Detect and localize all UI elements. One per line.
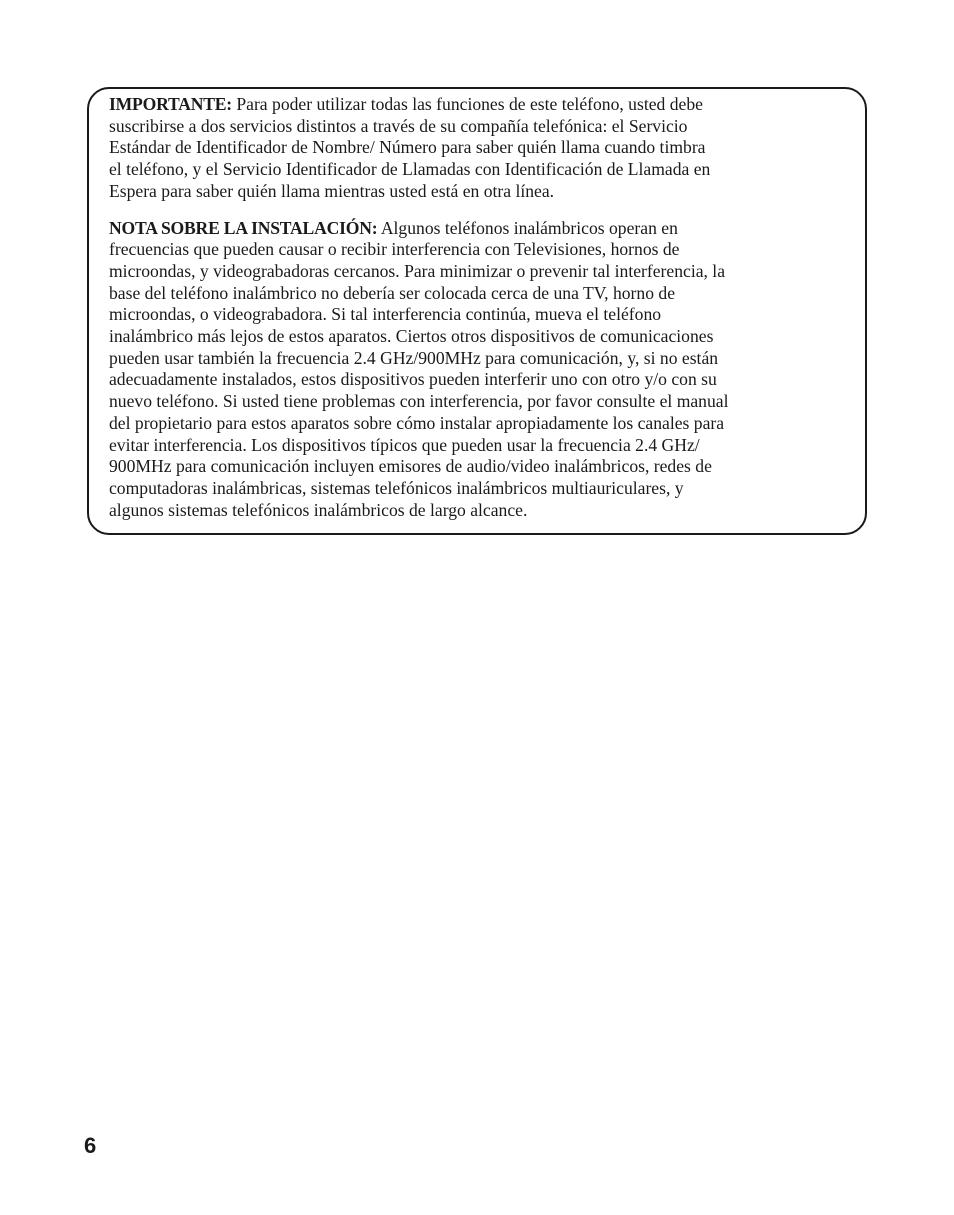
installation-note-paragraph xyxy=(109,218,853,522)
important-paragraph xyxy=(109,94,853,203)
text-line: frecuencias que pueden causar o recibir interferencia con Televisiones, hornos de xyxy=(109,239,680,260)
text-line: Espera para saber quién llama mientras usted está en otra línea. xyxy=(109,180,555,201)
text-line: algunos sistemas telefónicos inalámbricos de largo alcance. xyxy=(109,499,528,520)
text-line: Para poder utilizar todas las funciones de este teléfono, usted debe xyxy=(236,94,703,114)
page-number: 6 xyxy=(84,1133,97,1158)
text-line: microondas, o videograbadora. Si tal interferencia continúa, mueva el teléfono xyxy=(109,304,662,325)
text-line: Algunos teléfonos inalámbricos operan en xyxy=(380,217,678,238)
text-line: Estándar de Identificador de Nombre/ Número para saber quién llama cuando timbra xyxy=(109,137,706,158)
text-line: suscribirse a dos servicios distintos a través de su compañía telefónica: el Servicio xyxy=(109,115,688,136)
text-line: el teléfono, y el Servicio Identificador de Llamadas con Identificación de Llamada en xyxy=(109,159,711,180)
installation-note-label: NOTA SOBRE LA INSTALACIÓN: xyxy=(109,217,378,238)
text-line: del propietario para estos aparatos sobre cómo instalar apropiadamente los canales para xyxy=(109,412,725,433)
text-line: 900MHz para comunicación incluyen emisores de audio/video inalámbricos, redes de xyxy=(109,456,712,477)
text-line: microondas, y videograbadoras cercanos. Para minimizar o prevenir tal interferencia, la xyxy=(109,260,726,281)
text-line: pueden usar también la frecuencia 2.4 GHz/900MHz para comunicación, y, si no están xyxy=(109,347,719,368)
text-line: inalámbrico más lejos de estos aparatos. Ciertos otros dispositivos de comunicaciones xyxy=(109,326,714,347)
text-line: adecuadamente instalados, estos dispositivos pueden interferir uno con otro y/o con su xyxy=(109,369,717,390)
important-label: IMPORTANTE: xyxy=(109,94,232,114)
text-line: base del teléfono inalámbrico no debería ser colocada cerca de una TV, horno de xyxy=(109,282,676,303)
text-line: nuevo teléfono. Si usted tiene problemas con interferencia, por favor consulte el manual xyxy=(109,391,729,412)
text-line: computadoras inalámbricas, sistemas telefónicos inalámbricos multiauriculares, y xyxy=(109,477,684,498)
notice-box xyxy=(87,87,867,535)
text-line: evitar interferencia. Los dispositivos típicos que pueden usar la frecuencia 2.4 GHz/ xyxy=(109,434,700,455)
